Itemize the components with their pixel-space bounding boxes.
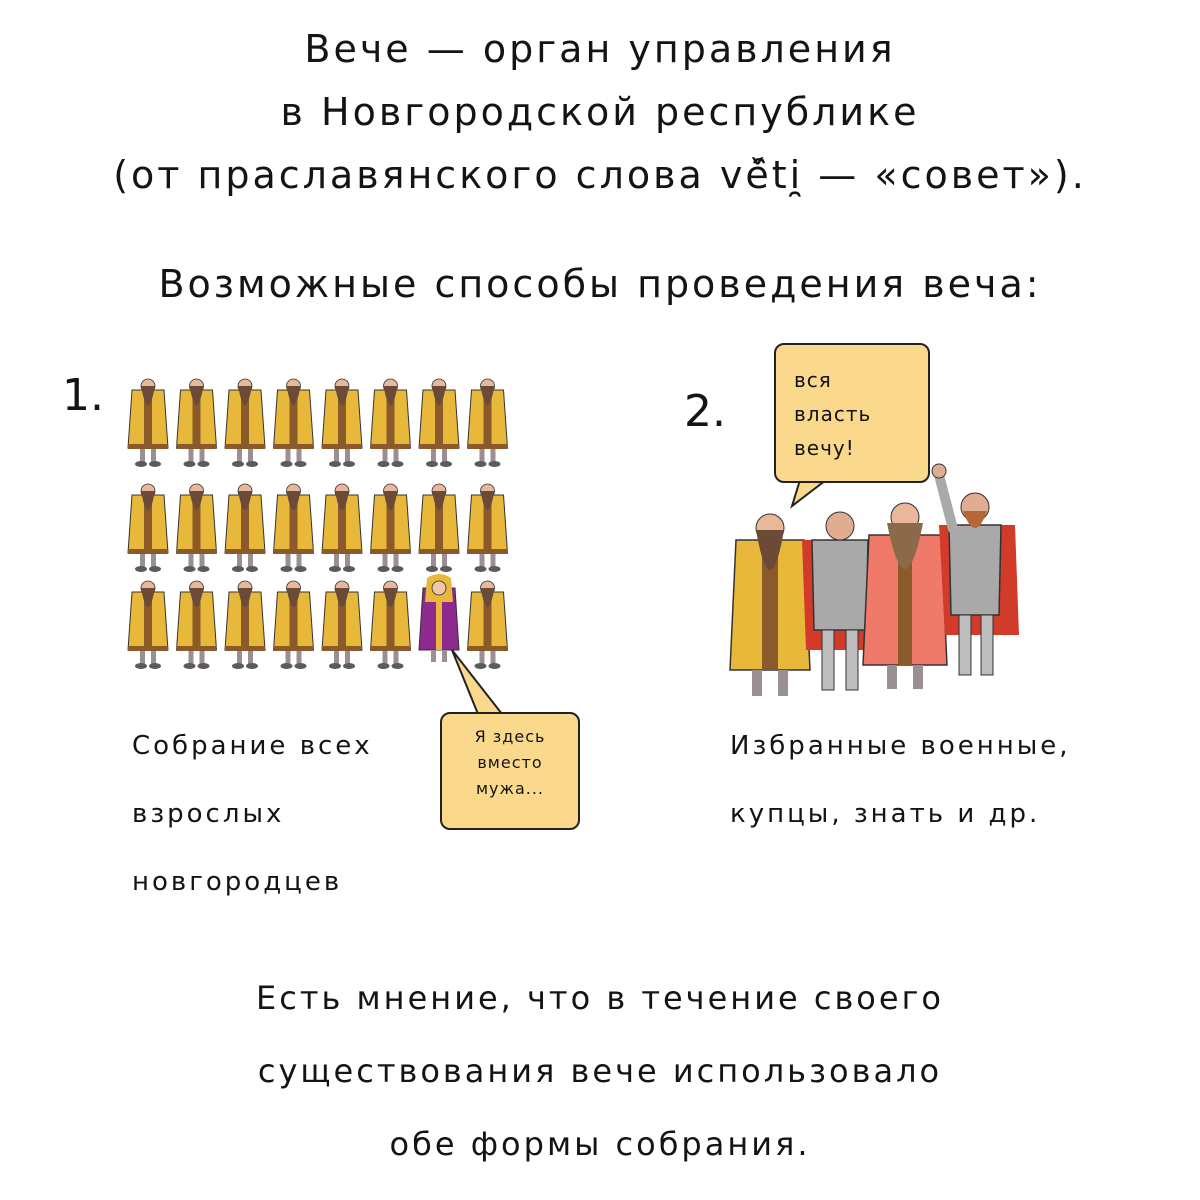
bubble-2-line-2: власть: [794, 402, 872, 426]
bubble-1-line-2: вместо: [477, 753, 543, 772]
footer-line-3: обе формы собрания.: [389, 1125, 811, 1163]
title-line-2: в Новгородской республике: [280, 90, 920, 134]
caption-2-line-1: Избранные военные,: [730, 731, 1071, 761]
boyar-figure: [177, 379, 217, 467]
boyar-figure: [274, 484, 314, 572]
boyar-figure: [128, 484, 168, 572]
leader-boyar-pink: [863, 503, 947, 689]
speech-bubble-leaders: [774, 343, 930, 483]
title-line-1: Вече — орган управления: [304, 27, 896, 71]
woman-figure: [419, 574, 459, 662]
leader-boyar-yellow: [730, 514, 810, 696]
boyar-figure: [225, 379, 265, 467]
speech-bubble-woman: [440, 712, 580, 830]
caption-1-line-1: Собрание всех: [132, 731, 373, 761]
crowd-grid: [128, 379, 508, 669]
bubble-1-line-3: мужа...: [475, 779, 544, 798]
boyar-figure: [419, 484, 459, 572]
leaders-group: [730, 464, 1019, 696]
option-1-number: 1.: [62, 370, 104, 421]
caption-1-line-3: новгородцев: [132, 867, 343, 897]
caption-1-line-2: взрослых: [132, 799, 285, 829]
boyar-figure: [419, 379, 459, 467]
boyar-figure: [322, 484, 362, 572]
option-2-caption: [730, 712, 1071, 848]
boyar-figure: [128, 379, 168, 467]
boyar-figure: [468, 581, 508, 669]
boyar-figure: [322, 379, 362, 467]
boyar-figure: [177, 581, 217, 669]
boyar-figure: [371, 581, 411, 669]
footer-text: [0, 962, 1200, 1181]
section-subtitle: Возможные способы проведения веча:: [158, 262, 1042, 306]
boyar-figure: [371, 484, 411, 572]
footer-line-2: существования вече использовало: [257, 1052, 943, 1090]
boyar-figure: [274, 581, 314, 669]
boyar-figure: [225, 581, 265, 669]
boyar-figure: [128, 581, 168, 669]
title-line-3: (от праславянского слова vě̑ti̯ — «совет»).: [113, 153, 1087, 197]
bubble-2-line-1: вся: [794, 368, 832, 392]
option-1-caption: [132, 712, 373, 916]
footer-line-1: Есть мнение, что в течение своего: [256, 979, 944, 1017]
boyar-figure: [274, 379, 314, 467]
boyar-figure: [225, 484, 265, 572]
boyar-figure: [177, 484, 217, 572]
boyar-figure: [468, 379, 508, 467]
caption-2-line-2: купцы, знать и др.: [730, 799, 1041, 829]
boyar-figure: [371, 379, 411, 467]
bubble-2-tail: [792, 480, 826, 506]
bubble-1-line-1: Я здесь: [474, 727, 546, 746]
boyar-figure: [322, 581, 362, 669]
option-2-number: 2.: [684, 386, 726, 437]
boyar-figure: [468, 484, 508, 572]
bubble-2-line-3: вечу!: [794, 436, 855, 460]
